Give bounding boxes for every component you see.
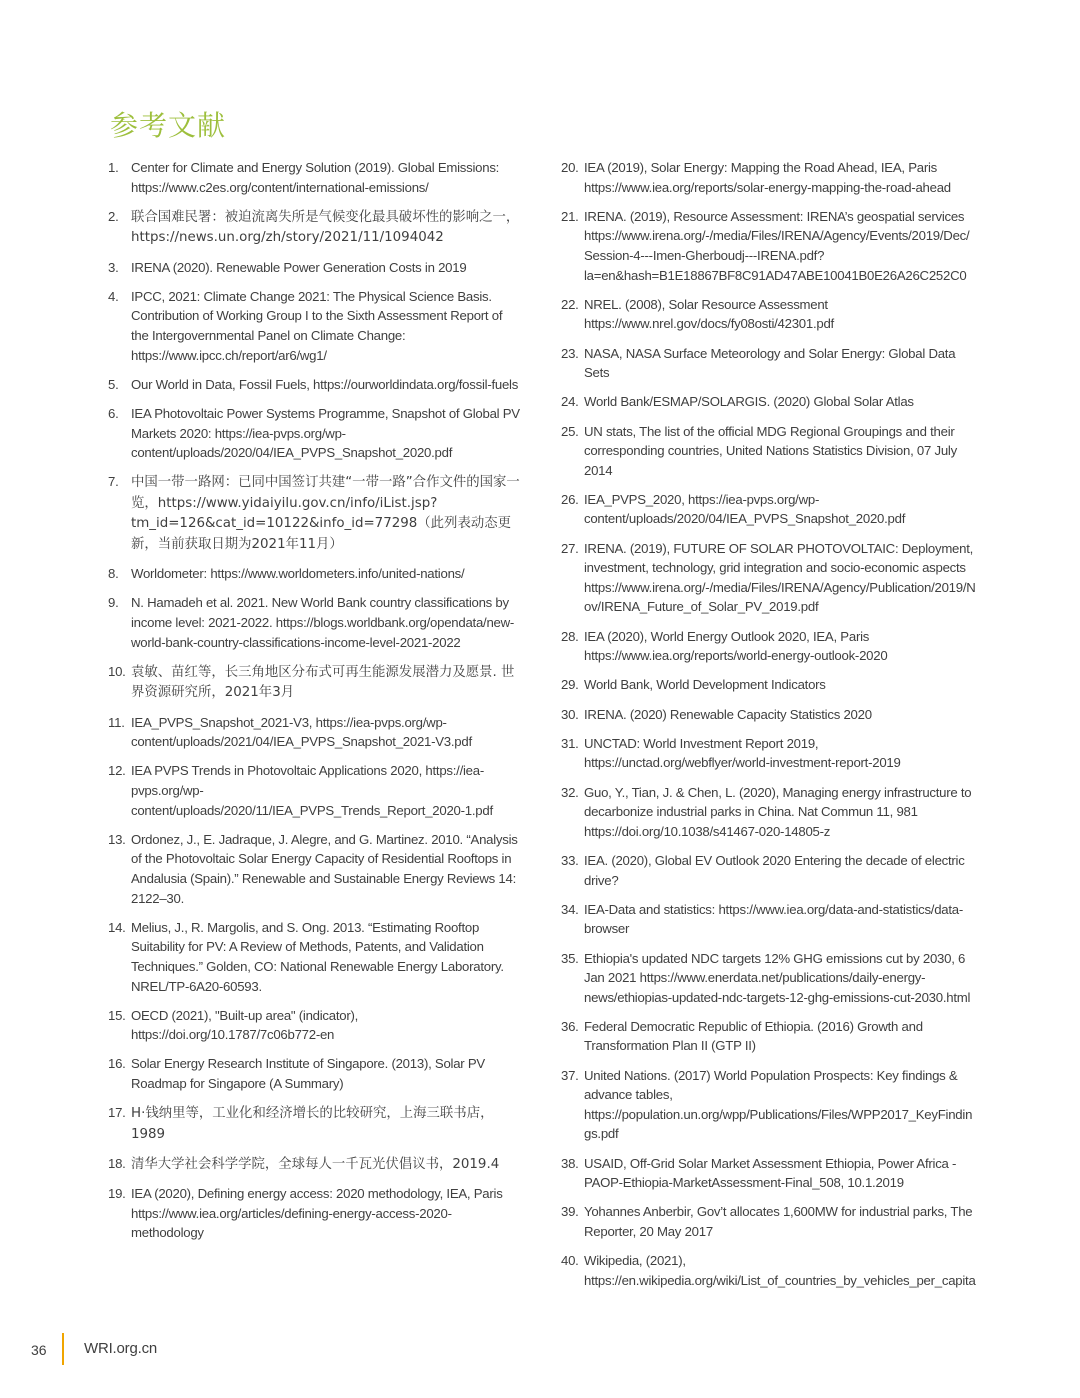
reference-text: IEA (2020), Defining energy access: 2020 methodology, IEA, Paris https://www.iea.org/articles/defining-energy-access-2020-methodology bbox=[131, 1186, 503, 1241]
reference-item bbox=[108, 662, 520, 703]
reference-text: IEA (2020), World Energy Outlook 2020, IEA, Paris https://www.iea.org/reports/world-energy-outlook-2020 bbox=[584, 628, 888, 664]
reference-item bbox=[561, 490, 976, 529]
reference-item bbox=[561, 344, 976, 383]
reference-text: IEA_PVPS_2020, https://iea-pvps.org/wp-content/uploads/2020/04/IEA_PVPS_Snapshot_2020.pdf bbox=[584, 491, 906, 527]
reference-text: Our World in Data, Fossil Fuels, https://ourworldindata.org/fossil-fuels bbox=[131, 376, 519, 392]
reference-text: N. Hamadeh et al. 2021. New World Bank country classifications by income level: 2021-2022. https://blogs.worldbank.org/opendata/new-world-bank-country-classifications-income-level-2021-2022 bbox=[131, 595, 515, 650]
reference-text: Yohannes Anberbir, Gov’t allocates 1,600MW for industrial parks, The Reporter, 20 May 2017 bbox=[584, 1204, 973, 1239]
reference-text: NREL. (2008), Solar Resource Assessment https://www.nrel.gov/docs/fy08osti/42301.pdf bbox=[584, 296, 834, 332]
reference-item bbox=[561, 734, 976, 773]
reference-text: Ordonez, J., E. Jadraque, J. Alegre, and G. Martinez. 2010. “Analysis of the Photovoltaic Solar Energy Capacity of Residential Rooftops in Andalusia (Spain).” Renewable and Sustainable Energy Reviews 14: 2122–30. bbox=[131, 831, 518, 906]
reference-item bbox=[108, 713, 520, 752]
page-number: 36 bbox=[31, 1342, 47, 1358]
page-title: 参考文献 bbox=[110, 109, 227, 142]
reference-text: NASA, NASA Surface Meteorology and Solar Energy: Global Data Sets bbox=[584, 345, 956, 381]
reference-item bbox=[561, 851, 976, 890]
reference-text: H·钱纳里等，工业化和经济增长的比较研究，上海三联书店，1989 bbox=[131, 1106, 494, 1142]
reference-item bbox=[108, 1184, 520, 1243]
reference-number: 25. bbox=[561, 423, 579, 439]
reference-text: 袁敏、苗红等，长三角地区分布式可再生能源发展潜力及愿景. 世界资源研究所，2021年3月 bbox=[131, 664, 515, 701]
reference-text: Ethiopia's updated NDC targets 12% GHG emissions cut by 2030, 6 Jan 2021 https://www.enerdata.net/publications/daily-energy-news/ethiopias-updated-ndc-targets-12-ghg-emissions-cut-2030.html bbox=[584, 950, 971, 1005]
reference-number: 16. bbox=[108, 1056, 126, 1072]
reference-text: World Bank/ESMAP/SOLARGIS. (2020) Global Solar Atlas bbox=[584, 394, 914, 410]
reference-item bbox=[108, 593, 520, 652]
reference-number: 40. bbox=[561, 1253, 579, 1269]
reference-text: Guo, Y., Tian, J. & Chen, L. (2020), Managing energy infrastructure to decarbonize industrial parks in China. Nat Commun 11, 981 https://doi.org/10.1038/s41467-020-14805-z bbox=[584, 784, 972, 839]
reference-text: World Bank, World Development Indicators bbox=[584, 677, 826, 693]
reference-item bbox=[108, 830, 520, 908]
reference-number: 20. bbox=[561, 160, 579, 175]
reference-number: 26. bbox=[561, 491, 579, 507]
reference-text: Federal Democratic Republic of Ethiopia. (2016) Growth and Transformation Plan II (GTP II) bbox=[584, 1018, 923, 1054]
reference-item bbox=[561, 295, 976, 334]
reference-number: 7. bbox=[108, 474, 119, 490]
footer-site-link[interactable]: WRI.org.cn bbox=[84, 1340, 158, 1357]
reference-text: UN stats, The list of the official MDG Regional Groupings and their corresponding countries, United Nations Statistics Division, 07 July 2014 bbox=[584, 423, 957, 478]
reference-text: IEA (2019), Solar Energy: Mapping the Road Ahead, IEA, Paris https://www.iea.org/reports/solar-energy-mapping-the-road-ahead bbox=[584, 160, 951, 195]
reference-number: 29. bbox=[561, 677, 579, 693]
reference-text: 联合国难民署：被迫流离失所是气候变化最具破坏性的影响之一，https://news.un.org/zh/story/2021/11/1094042 bbox=[131, 209, 520, 246]
reference-number: 33. bbox=[561, 852, 579, 868]
reference-text: Worldometer: https://www.worldometers.info/united-nations/ bbox=[131, 566, 465, 582]
reference-item bbox=[108, 158, 520, 197]
reference-number: 2. bbox=[108, 208, 119, 224]
reference-item bbox=[561, 1017, 976, 1056]
reference-number: 9. bbox=[108, 595, 119, 611]
reference-number: 3. bbox=[108, 259, 119, 275]
reference-item bbox=[108, 472, 520, 554]
reference-number: 37. bbox=[561, 1067, 579, 1083]
reference-number: 32. bbox=[561, 784, 579, 800]
reference-item bbox=[561, 900, 976, 939]
reference-text: IEA-Data and statistics: https://www.iea.org/data-and-statistics/data-browser bbox=[584, 901, 964, 937]
reference-text: 中国一带一路网：已同中国签订共建“一带一路”合作文件的国家一览，https://www.yidaiyilu.gov.cn/info/iList.jsp?tm_id=126&cat_id=10122&info_id=77298（此列表动态更新，当前获取日期为2021年11月） bbox=[131, 475, 520, 553]
reference-text: IEA. (2020), Global EV Outlook 2020 Entering the decade of electric drive? bbox=[584, 852, 965, 888]
reference-item bbox=[561, 1154, 976, 1193]
reference-item bbox=[108, 1154, 520, 1175]
reference-text: IRENA. (2019), Resource Assessment: IRENA’s geospatial services https://www.irena.org/-/media/Files/IRENA/Agency/Events/2019/Dec/Session-4---Imen-Gherboudj---IRENA.pdf?la=en&hash=B1E18867BF8C91AD47ABE10041B0E26A26C252C0 bbox=[584, 208, 970, 283]
reference-item bbox=[561, 422, 976, 481]
reference-number: 30. bbox=[561, 706, 579, 722]
reference-item bbox=[108, 761, 520, 820]
reference-text: United Nations. (2017) World Population Prospects: Key findings & advance tables, https://population.un.org/wpp/Publications/Files/WPP2017_KeyFindings.pdf bbox=[584, 1067, 973, 1142]
reference-text: Melius, J., R. Margolis, and S. Ong. 2013. “Estimating Rooftop Suitability for PV: A Review of Methods, Patents, and Validation Techniques.” Golden, CO: National Renewable Energy Laboratory. NREL/TP-6A20-60593. bbox=[131, 919, 504, 994]
reference-text: IRENA. (2019), FUTURE OF SOLAR PHOTOVOLTAIC: Deployment, investment, technology, grid integration and socio-economic aspects https://www.irena.org/-/media/Files/IRENA/Agency/Publication/2019/Nov/IRENA_Future_of_Solar_PV_2019.pdf bbox=[584, 540, 976, 615]
reference-item bbox=[108, 258, 520, 278]
reference-item bbox=[561, 675, 976, 695]
reference-number: 1. bbox=[108, 160, 119, 175]
reference-item bbox=[108, 1054, 520, 1093]
reference-item bbox=[561, 539, 976, 617]
reference-text: IRENA (2020). Renewable Power Generation Costs in 2019 bbox=[131, 259, 467, 275]
reference-text: Wikipedia, (2021), https://en.wikipedia.org/wiki/List_of_countries_by_vehicles_per_capita bbox=[584, 1253, 976, 1288]
reference-number: 21. bbox=[561, 208, 579, 224]
reference-number: 28. bbox=[561, 628, 579, 644]
reference-number: 10. bbox=[108, 663, 126, 679]
reference-number: 24. bbox=[561, 394, 579, 410]
reference-item bbox=[561, 1202, 976, 1241]
reference-item bbox=[108, 1006, 520, 1045]
reference-number: 5. bbox=[108, 376, 119, 392]
reference-number: 36. bbox=[561, 1018, 579, 1034]
reference-text: Center for Climate and Energy Solution (2019). Global Emissions: https://www.c2es.org/content/international-emissions/ bbox=[131, 160, 500, 195]
reference-number: 19. bbox=[108, 1186, 126, 1202]
reference-number: 34. bbox=[561, 901, 579, 917]
reference-number: 14. bbox=[108, 919, 126, 935]
footer-divider bbox=[62, 1333, 64, 1365]
reference-item bbox=[108, 918, 520, 996]
reference-number: 17. bbox=[108, 1105, 126, 1121]
reference-text: UNCTAD: World Investment Report 2019, https://unctad.org/webflyer/world-investment-report-2019 bbox=[584, 735, 901, 771]
reference-item bbox=[561, 158, 976, 197]
reference-number: 35. bbox=[561, 950, 579, 966]
reference-item bbox=[108, 404, 520, 463]
reference-text: IPCC, 2021: Climate Change 2021: The Physical Science Basis. Contribution of Working Group I to the Sixth Assessment Report of the Intergovernmental Panel on Climate Change: https://www.ipcc.ch/report/ar6/wg1/ bbox=[131, 288, 503, 363]
reference-number: 15. bbox=[108, 1007, 126, 1023]
reference-number: 27. bbox=[561, 540, 579, 556]
reference-number: 13. bbox=[108, 831, 126, 847]
reference-item bbox=[108, 207, 520, 248]
reference-text: USAID, Off-Grid Solar Market Assessment Ethiopia, Power Africa - PAOP-Ethiopia-MarketAssessment-Final_508, 10.1.2019 bbox=[584, 1155, 957, 1191]
reference-item bbox=[108, 1103, 520, 1144]
reference-number: 31. bbox=[561, 735, 579, 751]
reference-item bbox=[108, 375, 520, 395]
reference-item bbox=[561, 1251, 976, 1290]
reference-item bbox=[561, 949, 976, 1008]
reference-text: IEA Photovoltaic Power Systems Programme, Snapshot of Global PV Markets 2020: https://iea-pvps.org/wp-content/uploads/2020/04/IEA_PVPS_Snapshot_2020.pdf bbox=[131, 405, 520, 461]
reference-number: 8. bbox=[108, 566, 119, 582]
reference-number: 23. bbox=[561, 345, 579, 361]
reference-item bbox=[108, 564, 520, 584]
reference-text: IEA_PVPS_Snapshot_2021-V3, https://iea-pvps.org/wp-content/uploads/2021/04/IEA_PVPS_Snapshot_2021-V3.pdf bbox=[131, 714, 472, 750]
reference-number: 18. bbox=[108, 1156, 126, 1172]
reference-text: OECD (2021), "Built-up area" (indicator), https://doi.org/10.1787/7c06b772-en bbox=[131, 1007, 359, 1043]
reference-item bbox=[561, 627, 976, 666]
reference-item bbox=[561, 1066, 976, 1144]
reference-item bbox=[108, 287, 520, 365]
reference-text: Solar Energy Research Institute of Singapore. (2013), Solar PV Roadmap for Singapore (A Summary) bbox=[131, 1056, 485, 1092]
reference-number: 12. bbox=[108, 763, 126, 779]
reference-text: 清华大学社会科学学院，全球每人一千瓦光伏倡议书，2019.4 bbox=[131, 1157, 500, 1173]
reference-number: 22. bbox=[561, 296, 579, 312]
reference-text: IRENA. (2020) Renewable Capacity Statistics 2020 bbox=[584, 706, 872, 722]
reference-number: 6. bbox=[108, 405, 119, 421]
references-left-column bbox=[108, 158, 520, 1253]
reference-number: 38. bbox=[561, 1155, 579, 1171]
reference-text: IEA PVPS Trends in Photovoltaic Applications 2020, https://iea-pvps.org/wp-content/uploads/2020/11/IEA_PVPS_Trends_Report_2020-1.pdf bbox=[131, 763, 493, 818]
references-right-column bbox=[561, 158, 976, 1300]
reference-number: 11. bbox=[108, 714, 125, 730]
reference-number: 4. bbox=[108, 288, 119, 304]
reference-item bbox=[561, 207, 976, 285]
reference-item bbox=[561, 705, 976, 725]
reference-item bbox=[561, 392, 976, 412]
reference-number: 39. bbox=[561, 1204, 579, 1220]
reference-item bbox=[561, 783, 976, 842]
